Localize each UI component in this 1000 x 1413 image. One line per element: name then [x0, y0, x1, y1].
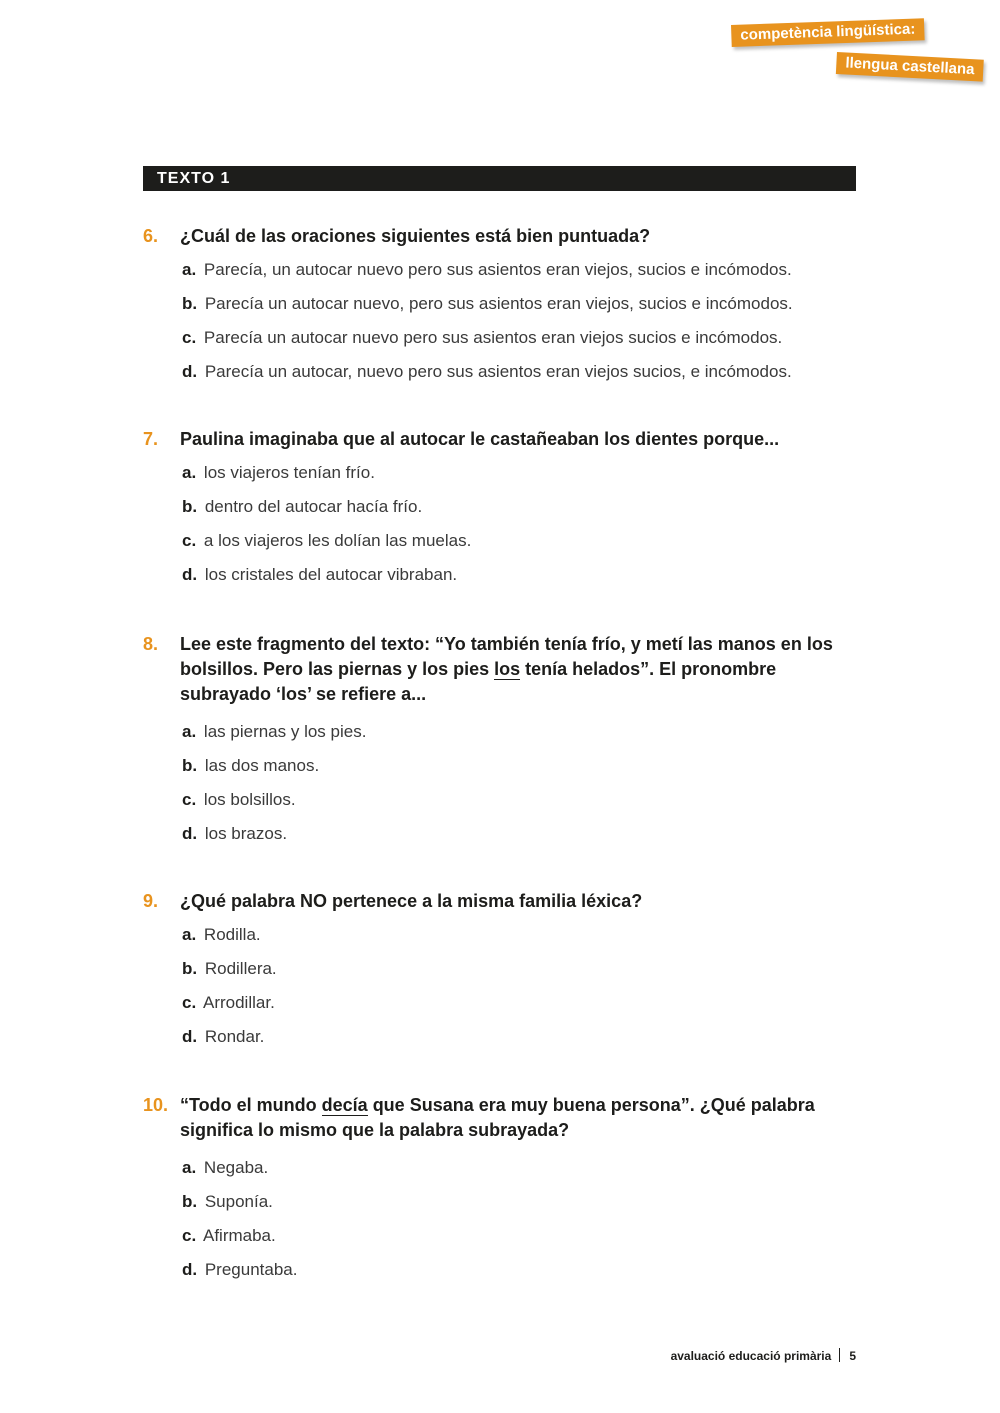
- answer-options: [143, 918, 859, 1054]
- question-text: ¿Cuál de las oraciones siguientes está bien puntuada?: [180, 226, 651, 246]
- question-text-before: “Todo el mundo: [180, 1095, 322, 1115]
- option-letter: a.: [182, 722, 197, 741]
- footer-label: avaluació educació primària: [670, 1349, 832, 1363]
- answer-option-b[interactable]: [182, 749, 859, 783]
- answer-option-b[interactable]: [182, 952, 859, 986]
- answer-option-a[interactable]: [182, 918, 859, 952]
- answer-option-c[interactable]: [182, 986, 859, 1020]
- answer-options: [143, 715, 859, 851]
- option-letter: c.: [182, 993, 197, 1012]
- option-text: Arrodillar.: [202, 993, 275, 1012]
- question-text-after: tenía helados”. El pronombre subrayado ‘los’ se refiere a...: [180, 659, 777, 704]
- option-text: dentro del autocar hacía frío.: [204, 497, 423, 516]
- answer-option-b[interactable]: [182, 1185, 859, 1219]
- option-letter: b.: [182, 959, 198, 978]
- answer-option-c[interactable]: [182, 524, 859, 558]
- answer-option-d[interactable]: [182, 355, 859, 389]
- question-prompt: [143, 427, 859, 452]
- option-text: los viajeros tenían frío.: [203, 463, 375, 482]
- question-prompt: [143, 1093, 859, 1143]
- question-prompt: [143, 224, 859, 249]
- answer-option-d[interactable]: [182, 1020, 859, 1054]
- answer-option-b[interactable]: [182, 490, 859, 524]
- section-title: TEXTO 1: [143, 166, 856, 191]
- answer-option-b[interactable]: [182, 287, 859, 321]
- option-letter: a.: [182, 1158, 197, 1177]
- question-text: ¿Qué palabra NO pertenece a la misma familia léxica?: [180, 891, 643, 911]
- option-letter: a.: [182, 260, 197, 279]
- answer-option-a[interactable]: [182, 253, 859, 287]
- question-7: [143, 427, 859, 592]
- question-prompt: [143, 889, 859, 914]
- underlined-word: los: [494, 659, 521, 679]
- question-text-after: que Susana era muy buena persona”. ¿Qué palabra significa lo mismo que la palabra subrayada?: [180, 1095, 815, 1140]
- option-letter: c.: [182, 790, 197, 809]
- question-number: 8.: [143, 634, 159, 654]
- option-text: las dos manos.: [204, 756, 320, 775]
- option-text: Rondar.: [204, 1027, 265, 1046]
- footer-divider: [839, 1348, 840, 1362]
- option-text: Parecía un autocar, nuevo pero sus asientos eran viejos sucios, e incómodos.: [204, 362, 792, 381]
- answer-options: [143, 1151, 859, 1287]
- answer-option-c[interactable]: [182, 1219, 859, 1253]
- option-text: los brazos.: [204, 824, 288, 843]
- option-letter: c.: [182, 328, 197, 347]
- question-number: 10.: [143, 1095, 169, 1115]
- option-text: Rodilla.: [203, 925, 261, 944]
- option-text: Suponía.: [204, 1192, 273, 1211]
- option-letter: d.: [182, 824, 198, 843]
- option-letter: d.: [182, 565, 198, 584]
- page-number: 5: [849, 1349, 856, 1363]
- option-text: Parecía un autocar nuevo pero sus asientos eran viejos sucios e incómodos.: [203, 328, 783, 347]
- option-text: Preguntaba.: [204, 1260, 298, 1279]
- question-9: [143, 889, 859, 1054]
- subject-tag-competence: competència lingüística:: [731, 18, 925, 47]
- subject-tag-language: llengua castellana: [836, 52, 984, 82]
- option-letter: a.: [182, 925, 197, 944]
- answer-option-c[interactable]: [182, 321, 859, 355]
- question-text-before: Lee este fragmento del texto: “Yo también tenía frío, y metí las manos en los bolsillos. Pero las piernas y los pies: [180, 634, 833, 679]
- answer-option-d[interactable]: [182, 558, 859, 592]
- option-letter: b.: [182, 294, 198, 313]
- answer-option-d[interactable]: [182, 1253, 859, 1287]
- option-letter: c.: [182, 531, 197, 550]
- option-text: Parecía un autocar nuevo, pero sus asientos eran viejos, sucios e incómodos.: [204, 294, 793, 313]
- option-letter: c.: [182, 1226, 197, 1245]
- answer-option-a[interactable]: [182, 1151, 859, 1185]
- answer-option-c[interactable]: [182, 783, 859, 817]
- option-text: las piernas y los pies.: [203, 722, 367, 741]
- option-letter: b.: [182, 1192, 198, 1211]
- option-letter: b.: [182, 756, 198, 775]
- answer-options: [143, 456, 859, 592]
- option-text: Negaba.: [203, 1158, 269, 1177]
- question-10: [143, 1093, 859, 1287]
- question-number: 9.: [143, 891, 159, 911]
- option-text: a los viajeros les dolían las muelas.: [203, 531, 472, 550]
- option-text: Afirmaba.: [202, 1226, 276, 1245]
- option-letter: d.: [182, 1027, 198, 1046]
- question-number: 7.: [143, 429, 159, 449]
- option-letter: d.: [182, 1260, 198, 1279]
- option-letter: a.: [182, 463, 197, 482]
- answer-option-a[interactable]: [182, 715, 859, 749]
- question-8: [143, 632, 859, 851]
- page-footer: [671, 1347, 856, 1365]
- question-text: Paulina imaginaba que al autocar le castañeaban los dientes porque...: [180, 429, 780, 449]
- question-6: [143, 224, 859, 389]
- question-prompt: [143, 632, 859, 707]
- option-text: los bolsillos.: [203, 790, 296, 809]
- option-text: Parecía, un autocar nuevo pero sus asientos eran viejos, sucios e incómodos.: [203, 260, 792, 279]
- answer-options: [143, 253, 859, 389]
- answer-option-a[interactable]: [182, 456, 859, 490]
- underlined-word: decía: [321, 1095, 368, 1115]
- option-letter: b.: [182, 497, 198, 516]
- option-text: los cristales del autocar vibraban.: [204, 565, 458, 584]
- question-number: 6.: [143, 226, 159, 246]
- option-letter: d.: [182, 362, 198, 381]
- option-text: Rodillera.: [204, 959, 277, 978]
- answer-option-d[interactable]: [182, 817, 859, 851]
